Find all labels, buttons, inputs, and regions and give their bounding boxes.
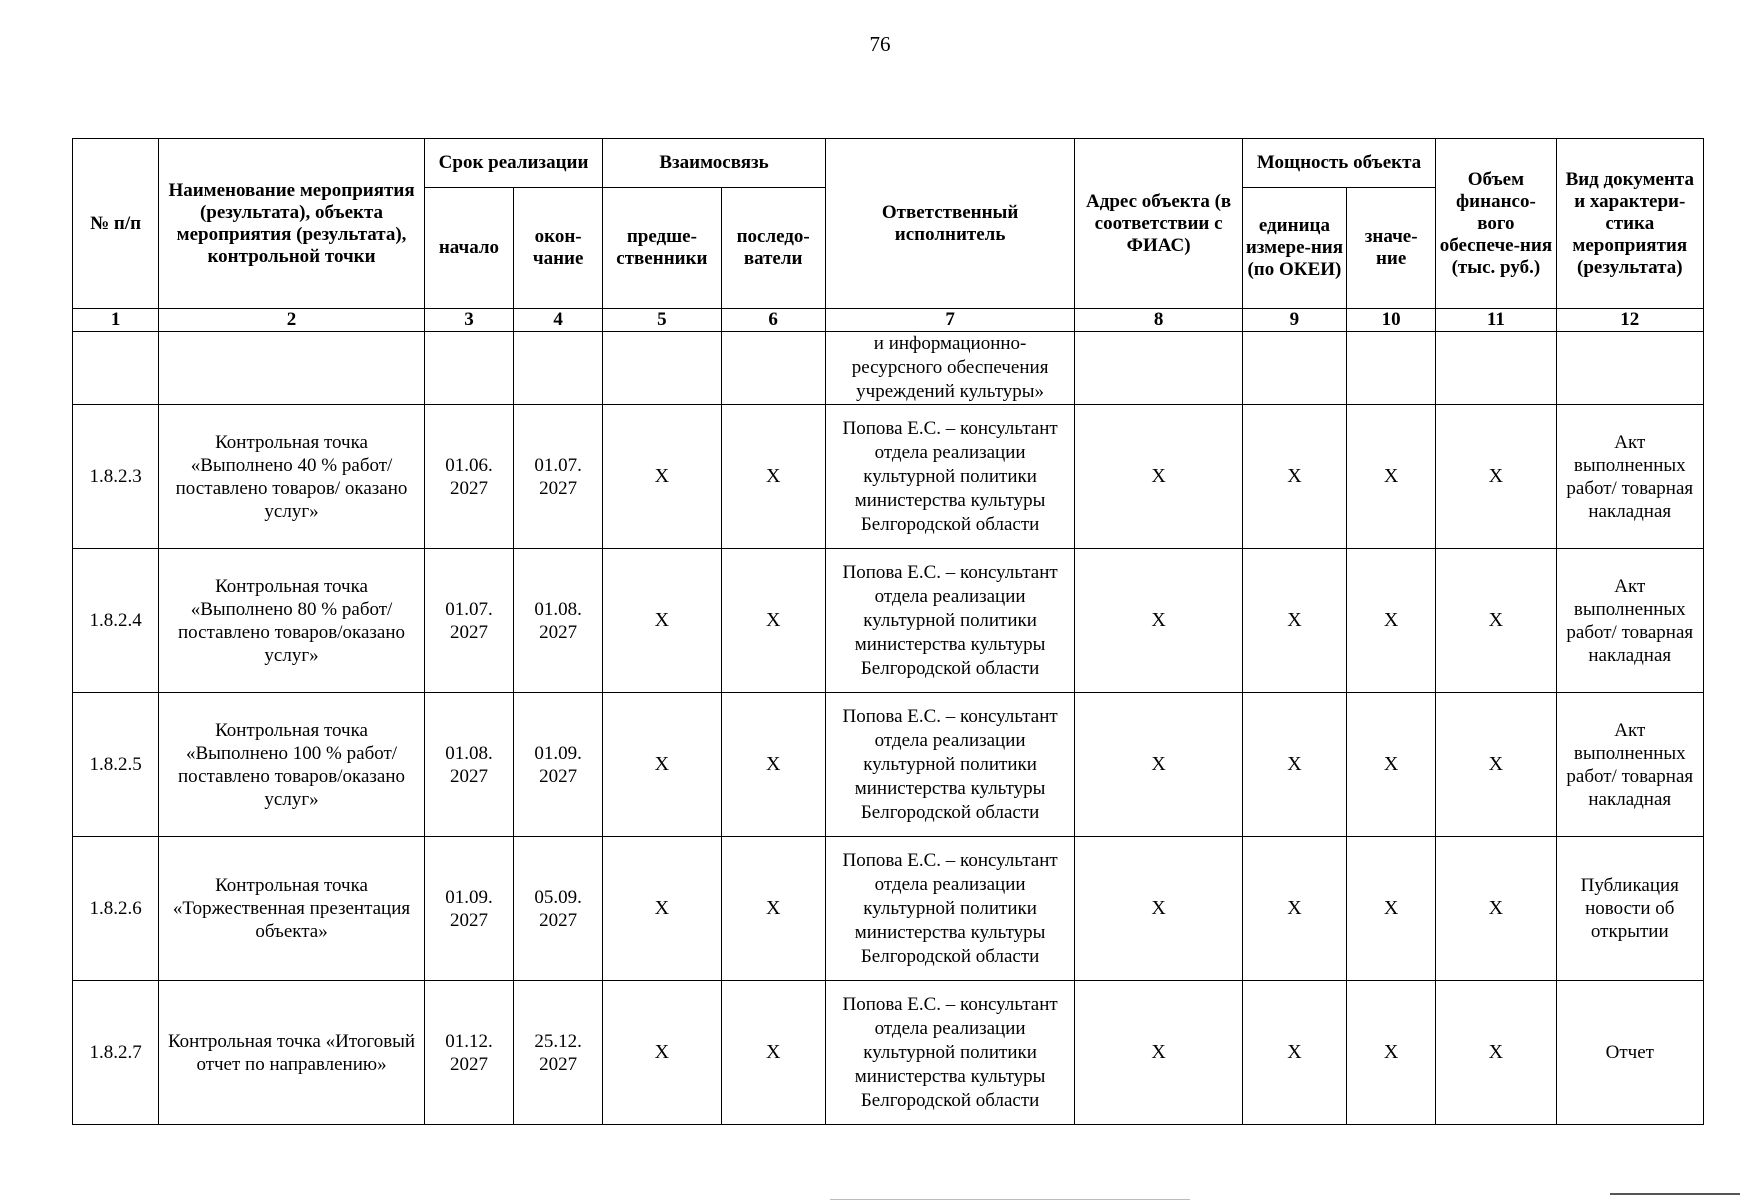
row-successors: Х [721, 549, 825, 693]
row-end: 01.07. 2027 [514, 405, 603, 549]
row-value: Х [1347, 981, 1436, 1125]
row-end: 05.09. 2027 [514, 837, 603, 981]
row-responsible: Попова Е.С. – консультант отдела реализации культурной политики министерства культуры Белгородской области [825, 837, 1075, 981]
row-address: Х [1075, 981, 1242, 1125]
responsible-cell: и информационно-ресурсного обеспечения учреждений культуры» [825, 332, 1075, 405]
row-responsible: Попова Е.С. – консультант отдела реализации культурной политики министерства культуры Белгородской области [825, 405, 1075, 549]
row-address: Х [1075, 693, 1242, 837]
row-name: Контрольная точка «Торжественная презентация объекта» [159, 837, 425, 981]
row-value: Х [1347, 405, 1436, 549]
header-capacity: Мощность объекта [1242, 139, 1435, 188]
empty-cell [73, 332, 159, 405]
row-unit: Х [1242, 405, 1346, 549]
header-address: Адрес объекта (в соответствии с ФИАС) [1075, 139, 1242, 309]
row-start: 01.08. 2027 [424, 693, 513, 837]
header-unit: единица измере-ния (по ОКЕИ) [1242, 188, 1346, 309]
row-successors: Х [721, 981, 825, 1125]
row-successors: Х [721, 405, 825, 549]
table-row [73, 405, 1704, 549]
row-start: 01.12. 2027 [424, 981, 513, 1125]
row-number: 1.8.2.3 [73, 405, 159, 549]
row-end: 25.12. 2027 [514, 981, 603, 1125]
row-number: 1.8.2.5 [73, 693, 159, 837]
row-value: Х [1347, 549, 1436, 693]
row-successors: Х [721, 693, 825, 837]
table-row [73, 693, 1704, 837]
row-address: Х [1075, 549, 1242, 693]
row-value: Х [1347, 693, 1436, 837]
row-predecessors: Х [603, 693, 721, 837]
header-link: Взаимосвязь [603, 139, 826, 188]
continuation-row [73, 332, 1704, 405]
header-responsible: Ответственный исполнитель [825, 139, 1075, 309]
header-period: Срок реализации [424, 139, 602, 188]
column-number: 12 [1556, 309, 1703, 332]
header-value: значе-ние [1347, 188, 1436, 309]
column-number: 3 [424, 309, 513, 332]
row-number: 1.8.2.4 [73, 549, 159, 693]
header-name: Наименование мероприятия (результата), объекта мероприятия (результата), контрольной точки [159, 139, 425, 309]
row-responsible: Попова Е.С. – консультант отдела реализации культурной политики министерства культуры Белгородской области [825, 549, 1075, 693]
column-number: 9 [1242, 309, 1346, 332]
row-doc: Акт выполненных работ/ товарная накладная [1556, 405, 1703, 549]
empty-cell [514, 332, 603, 405]
row-finance: Х [1436, 405, 1556, 549]
row-successors: Х [721, 837, 825, 981]
row-address: Х [1075, 405, 1242, 549]
column-number: 7 [825, 309, 1075, 332]
row-unit: Х [1242, 693, 1346, 837]
header-finance: Объем финансо-вого обеспече-ния (тыс. руб.) [1436, 139, 1556, 309]
row-doc: Отчет [1556, 981, 1703, 1125]
empty-cell [1242, 332, 1346, 405]
column-number: 5 [603, 309, 721, 332]
row-unit: Х [1242, 837, 1346, 981]
column-number: 10 [1347, 309, 1436, 332]
row-doc: Акт выполненных работ/ товарная накладная [1556, 693, 1703, 837]
row-value: Х [1347, 837, 1436, 981]
column-number: 1 [73, 309, 159, 332]
row-responsible: Попова Е.С. – консультант отдела реализации культурной политики министерства культуры Белгородской области [825, 981, 1075, 1125]
column-number: 2 [159, 309, 425, 332]
row-predecessors: Х [603, 981, 721, 1125]
row-name: Контрольная точка «Выполнено 100 % работ/поставлено товаров/оказано услуг» [159, 693, 425, 837]
plan-table [72, 138, 1704, 1125]
row-start: 01.07. 2027 [424, 549, 513, 693]
row-start: 01.09. 2027 [424, 837, 513, 981]
row-end: 01.09. 2027 [514, 693, 603, 837]
row-finance: Х [1436, 549, 1556, 693]
row-name: Контрольная точка «Выполнено 40 % работ/ поставлено товаров/ оказано услуг» [159, 405, 425, 549]
empty-cell [1075, 332, 1242, 405]
row-name: Контрольная точка «Выполнено 80 % работ/поставлено товаров/оказано услуг» [159, 549, 425, 693]
empty-cell [1556, 332, 1703, 405]
row-predecessors: Х [603, 549, 721, 693]
row-finance: Х [1436, 693, 1556, 837]
empty-cell [424, 332, 513, 405]
table-row [73, 549, 1704, 693]
empty-cell [603, 332, 721, 405]
column-number: 8 [1075, 309, 1242, 332]
table-body [73, 332, 1704, 1125]
column-number: 4 [514, 309, 603, 332]
table-row [73, 981, 1704, 1125]
table-row [73, 837, 1704, 981]
header-start: начало [424, 188, 513, 309]
header-doc: Вид документа и характери-стика мероприятия (результата) [1556, 139, 1703, 309]
row-number: 1.8.2.7 [73, 981, 159, 1125]
header-num: № п/п [73, 139, 159, 309]
column-number: 11 [1436, 309, 1556, 332]
row-finance: Х [1436, 981, 1556, 1125]
column-number: 6 [721, 309, 825, 332]
empty-cell [159, 332, 425, 405]
empty-cell [721, 332, 825, 405]
row-doc: Акт выполненных работ/ товарная накладная [1556, 549, 1703, 693]
row-predecessors: Х [603, 405, 721, 549]
row-finance: Х [1436, 837, 1556, 981]
row-doc: Публикация новости об открытии [1556, 837, 1703, 981]
row-predecessors: Х [603, 837, 721, 981]
header-predecessors: предше-ственники [603, 188, 721, 309]
header-successors: последо-ватели [721, 188, 825, 309]
row-address: Х [1075, 837, 1242, 981]
empty-cell [1436, 332, 1556, 405]
table-header [73, 139, 1704, 332]
row-unit: Х [1242, 549, 1346, 693]
row-start: 01.06. 2027 [424, 405, 513, 549]
row-unit: Х [1242, 981, 1346, 1125]
row-name: Контрольная точка «Итоговый отчет по направлению» [159, 981, 425, 1125]
column-numbers-row [73, 309, 1704, 332]
page-number: 76 [869, 32, 891, 56]
header-end: окон-чание [514, 188, 603, 309]
row-end: 01.08. 2027 [514, 549, 603, 693]
row-responsible: Попова Е.С. – консультант отдела реализации культурной политики министерства культуры Белгородской области [825, 693, 1075, 837]
empty-cell [1347, 332, 1436, 405]
row-number: 1.8.2.6 [73, 837, 159, 981]
footer-divider [1610, 1193, 1740, 1195]
